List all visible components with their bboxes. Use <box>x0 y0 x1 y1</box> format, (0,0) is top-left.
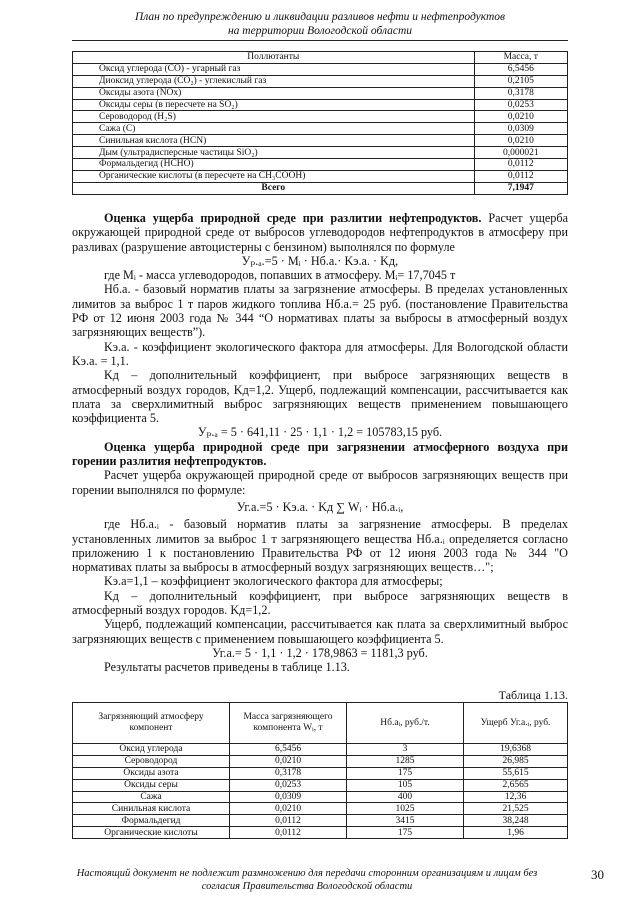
rate-cell: 3415 <box>347 815 464 827</box>
component-cell: Формальдегид <box>73 815 230 827</box>
paragraph: Kд – дополнительный коэффициент, при выбросе загрязняющих веществ в атмосферный воздух городов, Kд=1,2. Ущерб, подлежащий компенсации, рассчитывается как плата за сверхлимитный выброс загрязняющих веществ применением повышающего коэффициента 5. <box>72 368 568 426</box>
table-row <box>73 99 568 111</box>
mass-cell: 0,0112 <box>230 815 347 827</box>
pollutant-mass: 0,0112 <box>474 159 567 171</box>
formula: Уг.а.= 5 · 1,1 · 1,2 · 178,9863 = 1181,3 руб. <box>212 645 428 660</box>
pollutant-mass: 0,0112 <box>474 170 567 182</box>
formula: Уг.а.=5 · Kэ.а. · Kд ∑ Wᵢ · Hб.а.ᵢ, <box>236 499 404 514</box>
rate-cell: 3 <box>347 744 464 756</box>
damage-cell: 1,96 <box>464 827 568 839</box>
formula: Уₚ.ₐ.=5 · Mᵢ · Hб.а.· Kэ.а. · Kд, <box>241 253 399 268</box>
pollutant-mass: 0,0210 <box>474 111 567 123</box>
column-header: Загрязняющий атмосферу компонент <box>73 703 230 744</box>
column-header: Ущерб Уг.а.ᵢ, руб. <box>464 703 568 744</box>
table-row <box>73 170 568 182</box>
pollutant-mass: 0,000021 <box>474 147 567 159</box>
component-cell: Сажа <box>73 791 230 803</box>
table-row <box>73 779 568 791</box>
damage-cell: 2,6565 <box>464 779 568 791</box>
column-header: Масса загрязняющего компонента Wᵢ, т <box>230 703 347 744</box>
component-cell: Оксид углерода <box>73 744 230 756</box>
component-cell: Сероводород <box>73 755 230 767</box>
paragraph: Расчет ущерба окружающей природной среде от выбросов загрязняющих веществ при горении выполнялся по формуле: <box>72 468 568 497</box>
section-heading: Оценка ущерба природной среде при загрязнении атмосферного воздуха при горении разлития нефтепродуктов. <box>72 439 568 469</box>
damage-cell: 55,615 <box>464 767 568 779</box>
table-row <box>73 755 568 767</box>
component-cell: Органические кислоты <box>73 827 230 839</box>
paragraph: Kд – дополнительный коэффициент, при выбросе загрязняющих веществ в атмосферный воздух городов. Kд=1,2. <box>72 588 568 618</box>
pollutant-name: Оксиды азота (NOx) <box>73 87 475 99</box>
table-header-row <box>73 52 568 64</box>
page-number: 30 <box>591 867 604 882</box>
component-cell: Оксиды азота <box>73 767 230 779</box>
header-line-2: на территории Вологодской области <box>227 25 413 37</box>
pollutant-name: Оксиды серы (в пересчете на SO₂) <box>73 99 475 111</box>
damage-results-table <box>72 702 568 839</box>
mass-cell: 0,0210 <box>230 755 347 767</box>
component-cell: Синильная кислота <box>73 803 230 815</box>
pollutant-name: Диоксид углерода (CO₂) - углекислый газ <box>73 75 475 87</box>
pollutant-name: Органические кислоты (в пересчете на CH₃COOH) <box>73 170 475 182</box>
damage-cell: 26,985 <box>464 755 568 767</box>
page-header <box>60 10 580 38</box>
total-label: Всего <box>73 182 475 194</box>
rate-cell: 175 <box>347 767 464 779</box>
rate-cell: 105 <box>347 779 464 791</box>
pollutant-mass: 0,0210 <box>474 135 567 147</box>
mass-cell: 0,0112 <box>230 827 347 839</box>
pollutant-mass: 0,3178 <box>474 87 567 99</box>
column-header: Масса, т <box>474 52 567 64</box>
pollutant-name: Сероводород (H₂S) <box>73 111 475 123</box>
paragraph <box>72 211 568 254</box>
table-row <box>73 111 568 123</box>
table-caption: Таблица 1.13. <box>498 688 568 702</box>
header-line-1: План по предупреждению и ликвидации разливов нефти и нефтепродуктов <box>134 11 506 23</box>
damage-cell: 19,6368 <box>464 744 568 756</box>
paragraph: Hб.а. - базовый норматив платы за загрязнение атмосферы. В пределах установленных лимитов за выброс 1 т паров жидкого топлива Hб.а.= 25 руб. (постановление Правительства РФ от 12 июня 2003 года № 344 “О нормативах платы за выбросы в атмосферный воздух загрязняющих веществ”). <box>72 282 568 340</box>
mass-cell: 0,0309 <box>230 791 347 803</box>
damage-cell: 21,525 <box>464 803 568 815</box>
pollutant-mass: 6,5456 <box>474 63 567 75</box>
pollutants-table <box>72 51 568 195</box>
table-row <box>73 827 568 839</box>
header-divider <box>72 40 568 41</box>
pollutant-mass: 0,2105 <box>474 75 567 87</box>
pollutant-name: Формальдегид (HCHO) <box>73 159 475 171</box>
table-row <box>73 123 568 135</box>
rate-cell: 1025 <box>347 803 464 815</box>
pollutant-name: Синильная кислота (HCN) <box>73 135 475 147</box>
table-row <box>73 791 568 803</box>
rate-cell: 175 <box>347 827 464 839</box>
table-row <box>73 63 568 75</box>
table-row <box>73 75 568 87</box>
pollutant-name: Сажа (C) <box>73 123 475 135</box>
pollutant-name: Оксид углерода (CO) - угарный газ <box>73 63 475 75</box>
section-heading: Оценка ущерба природной среде при разлитии нефтепродуктов. <box>104 211 482 225</box>
paragraph: где Mᵢ - масса углеводородов, попавших в атмосферу. Mᵢ= 17,7045 т <box>104 268 456 283</box>
rate-cell: 1285 <box>347 755 464 767</box>
table-header-row <box>73 703 568 744</box>
table-row <box>73 159 568 171</box>
table-row <box>73 767 568 779</box>
rate-cell: 400 <box>347 791 464 803</box>
column-header: Поллютанты <box>73 52 475 64</box>
damage-cell: 12,36 <box>464 791 568 803</box>
total-value: 7,1947 <box>474 182 567 194</box>
paragraph: где Hб.а.ᵢ - базовый норматив платы за загрязнение атмосферы. В пределах установленных лимитов за выброс 1 т загрязняющего вещества Hб.а.ᵢ определяется согласно приложению 1 к постановлению Правительства РФ от 12 июня 2003 года № 344 "О нормативах платы за выбросы в атмосферный воздух загрязняющих веществ…"; <box>72 517 568 575</box>
mass-cell: 6,5456 <box>230 744 347 756</box>
mass-cell: 0,0210 <box>230 803 347 815</box>
pollutant-mass: 0,0309 <box>474 123 567 135</box>
component-cell: Оксиды серы <box>73 779 230 791</box>
column-header: Hб.аᵢ, руб./т. <box>347 703 464 744</box>
paragraph: Kэ.а. - коэффициент экологического фактора для атмосферы. Для Вологодской области Kэ.а. = 1,1. <box>72 339 568 368</box>
mass-cell: 0,3178 <box>230 767 347 779</box>
table-row <box>73 87 568 99</box>
paragraph: Результаты расчетов приведены в таблице 1.13. <box>104 660 350 675</box>
table-row <box>73 147 568 159</box>
pollutant-name: Дым (ультрадисперсные частицы SiO₂) <box>73 147 475 159</box>
damage-cell: 38,248 <box>464 815 568 827</box>
total-row <box>73 182 568 194</box>
document-body <box>72 211 568 675</box>
pollutant-mass: 0,0253 <box>474 99 567 111</box>
paragraph-text: Расчет ущерба окружающей природной среде от выбросов углеводородов нефтепродуктов в атмосферу при разливах (разрушение автоцистерны с бензином) выполнялся по формуле <box>72 211 568 254</box>
table-row <box>73 815 568 827</box>
mass-cell: 0,0253 <box>230 779 347 791</box>
footer-notice: Настоящий документ не подлежит размножению для передачи сторонним организациям и лицам без согласия Правительства Вологодской области <box>76 868 538 892</box>
paragraph: Ущерб, подлежащий компенсации, рассчитывается как плата за сверхлимитный выброс загрязняющих веществ с применением повышающего коэффициента 5. <box>72 617 568 646</box>
table-row <box>73 135 568 147</box>
formula: Уₚ.ₐ = 5 · 641,11 · 25 · 1,1 · 1,2 = 105783,15 руб. <box>197 425 443 440</box>
paragraph: Kэ.а=1,1 – коэффициент экологического фактора для атмосферы; <box>104 574 443 589</box>
table-row <box>73 803 568 815</box>
table-row <box>73 744 568 756</box>
